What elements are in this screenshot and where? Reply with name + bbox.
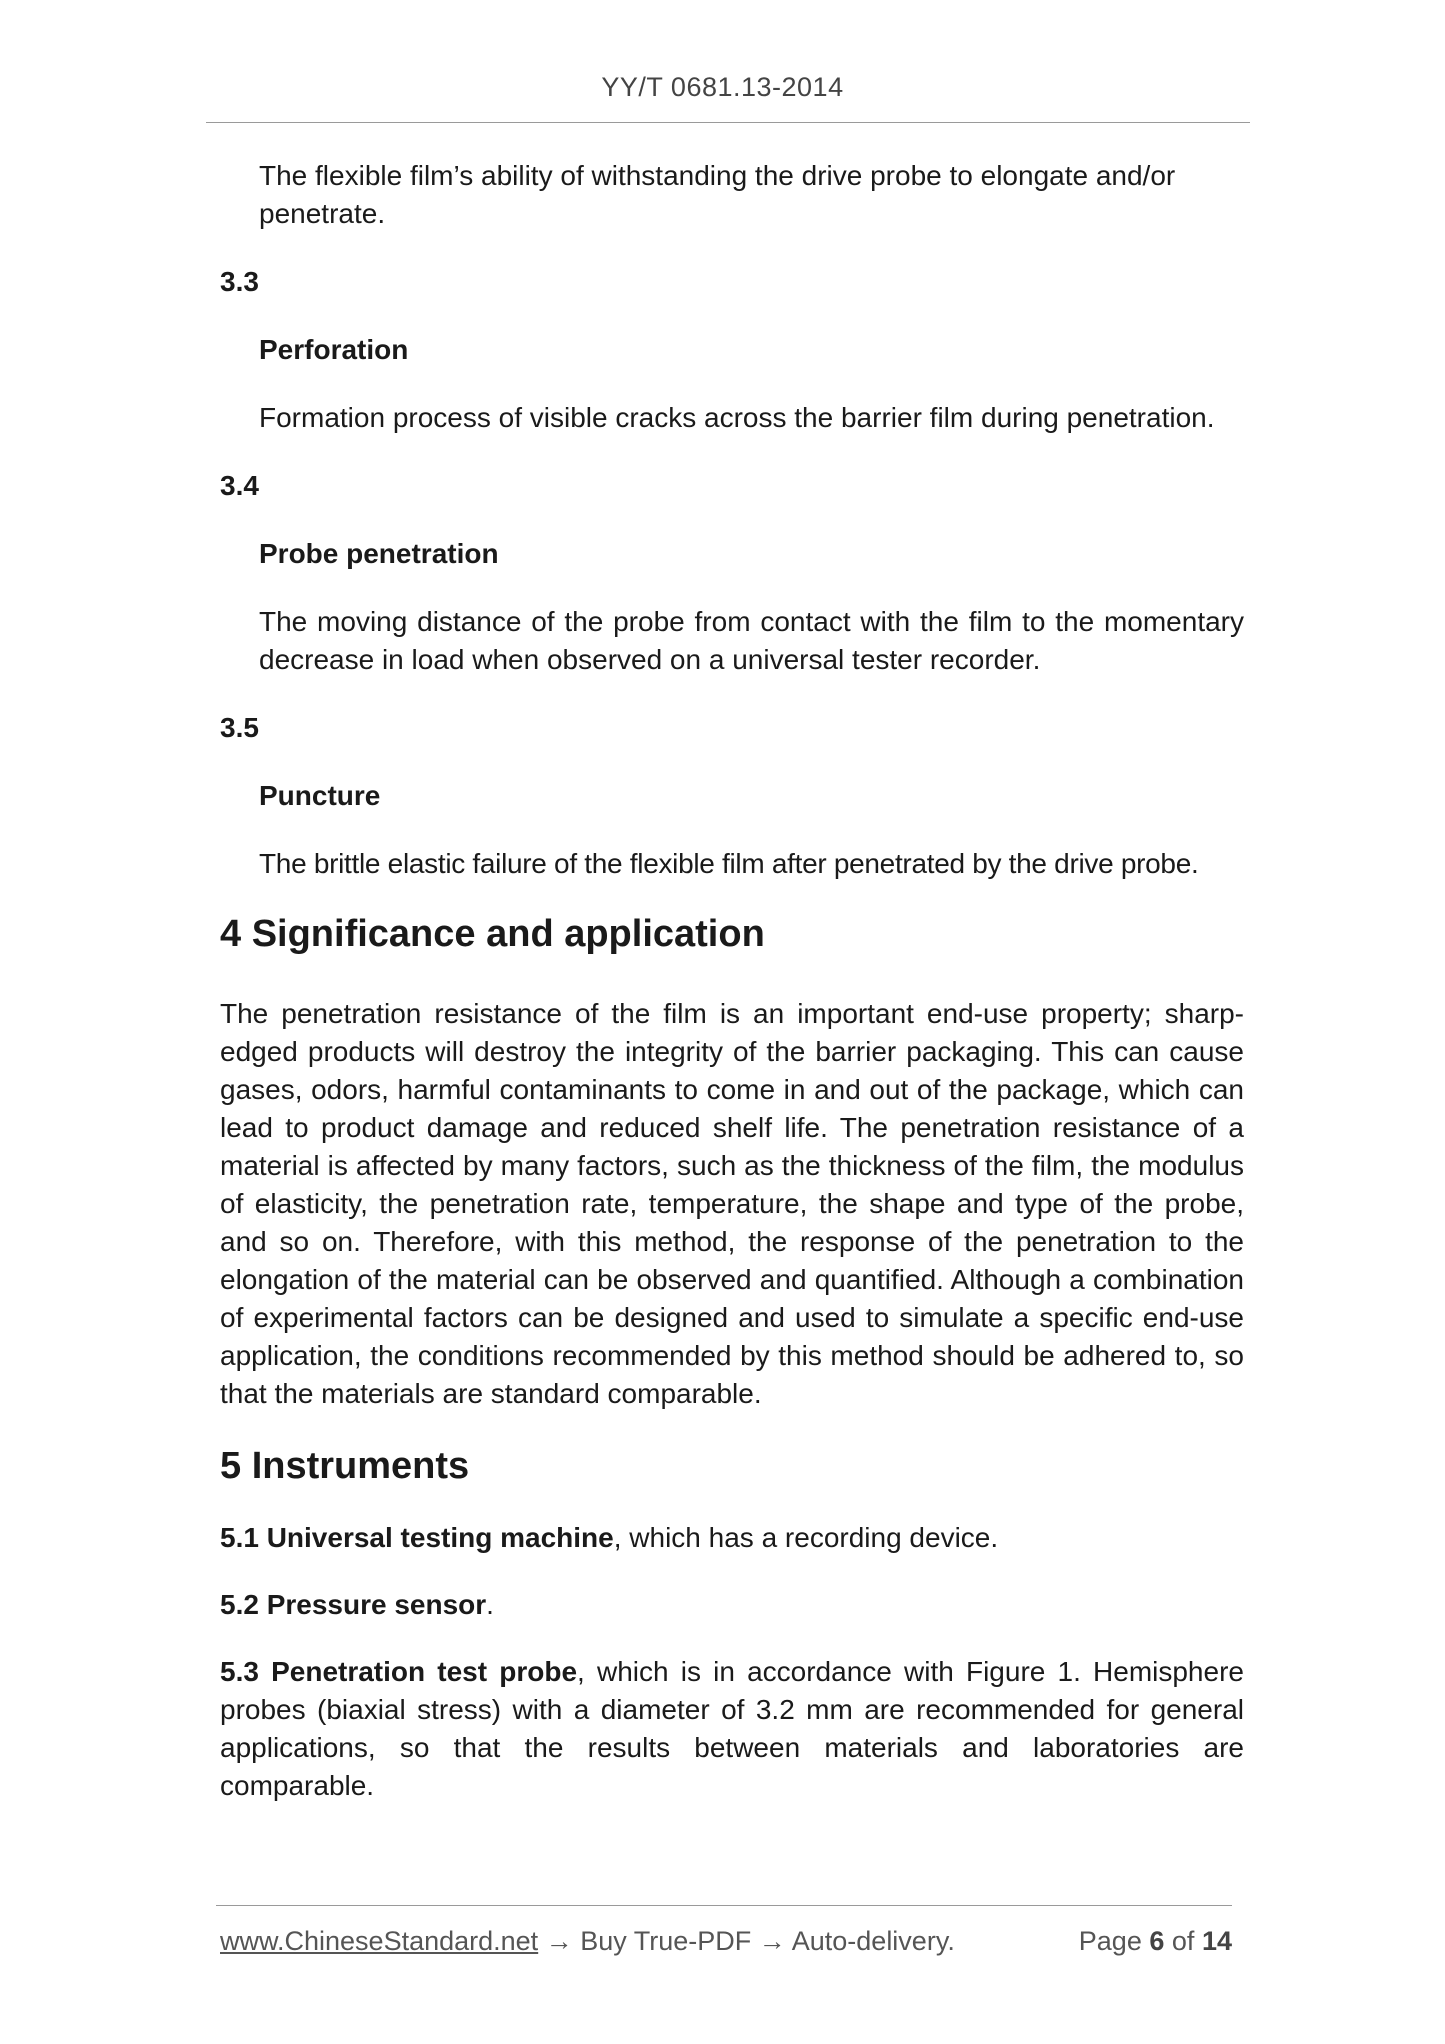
section-paragraph: The penetration resistance of the film is an important end-use property; sharp-edged products will destroy the integrity of the barrier packaging. This can cause gases, odors, harmful contaminants to come in and out of the package, which can lead to product damage and reduced shelf life. The penetration resistance of a material is affected by many factors, such as the thickness of the film, the modulus of elasticity, the penetration rate, temperature, the shape and type of the probe, and so on. Therefore, with this method, the response of the penetration to the elongation of the material can be observed and quantified. Although a combination of experimental factors can be designed and used to simulate a specific end-use application, the conditions recommended by this method should be adhered to, so that the materials are standard comparable. [220,998,1244,1409]
page-total: 14 [1201,1926,1232,1956]
footer-tagline: → Buy True-PDF → Auto-delivery. [538,1926,955,1956]
instrument-text: , which has a recording device. [613,1522,999,1553]
term-name: Puncture [259,780,381,811]
website-link[interactable]: www.ChineseStandard.net [220,1926,539,1956]
instrument-item [220,1586,1244,1624]
of-word: of [1171,1926,1195,1956]
term-definition: The moving distance of the probe from contact with the film to the momentary decrease in load when observed on a universal tester recorder. [259,606,1244,675]
instrument-text: . [486,1589,494,1620]
page-indicator [1079,1923,1232,1959]
term-name: Probe penetration [259,538,499,569]
section-heading: 4 Significance and application [220,913,765,955]
page-current: 6 [1149,1926,1165,1956]
instrument-label: 5.1 Universal testing machine [220,1522,614,1553]
definition-continuation: The flexible film’s ability of withstanding the drive probe to elongate and/or penetrate. [259,160,1176,229]
term-definition: The brittle elastic failure of the flexible film after penetrated by the drive probe. [259,848,1199,879]
term-number: 3.3 [220,266,259,297]
instrument-item [220,1653,1244,1805]
page-word: Page [1078,1926,1142,1956]
header-divider [206,122,1250,123]
page-content [220,157,1244,1805]
section-heading: 5 Instruments [220,1445,470,1487]
page-footer [220,1923,1232,1959]
term-definition: Formation process of visible cracks across the barrier film during penetration. [259,402,1215,433]
footer-divider [216,1905,1232,1906]
standard-code-header: YY/T 0681.13-2014 [601,72,844,102]
term-number: 3.4 [220,470,259,501]
instrument-label: 5.3 Penetration test probe [220,1656,578,1687]
instrument-text: , which is in accordance with Figure 1. Hemisphere probes (biaxial stress) with a diameter of 3.2 mm are recommended for general applications, so that the results between materials and laboratories are comparable. [220,1656,1244,1801]
instrument-label: 5.2 Pressure sensor [220,1589,487,1620]
instrument-item [220,1519,1244,1557]
term-name: Perforation [259,334,409,365]
term-number: 3.5 [220,712,259,743]
